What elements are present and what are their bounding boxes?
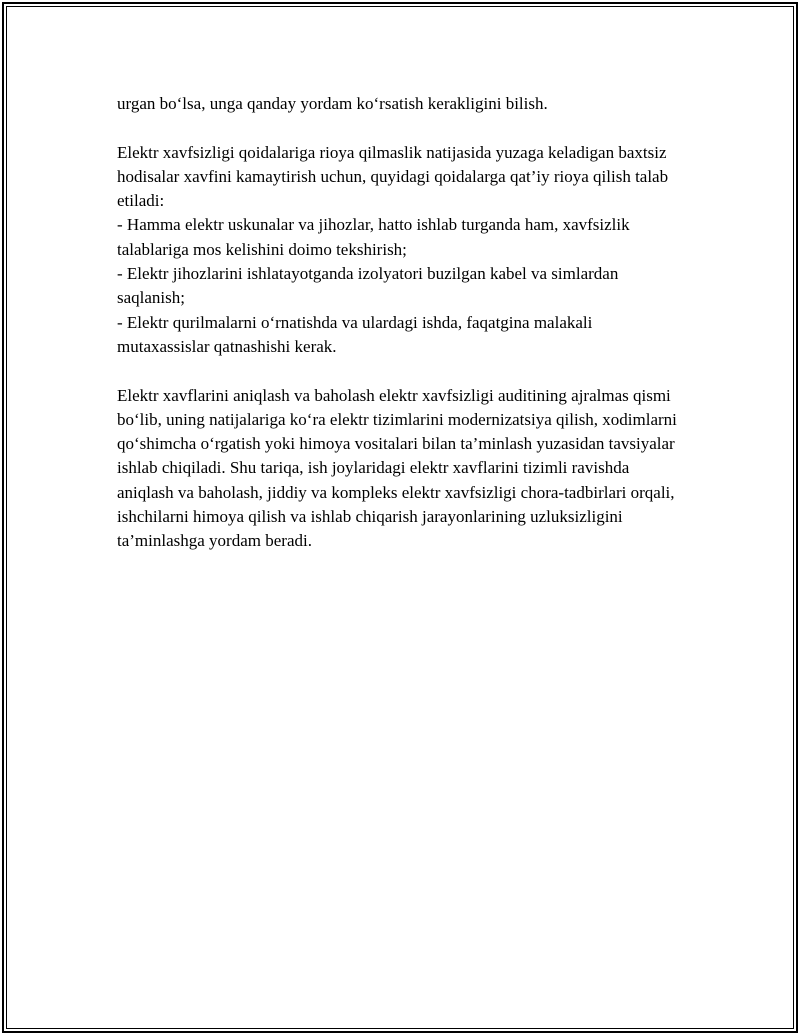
continuation-paragraph: urgan bo‘lsa, unga qanday yordam ko‘rsatish kerakligini bilish. xyxy=(117,94,548,113)
rules-intro-paragraph: Elektr xavfsizligi qoidalariga rioya qilmaslik natijasida yuzaga keladigan baxtsiz hodisalar xavfini kamaytirish uchun, quyidagi qoidalarga qat’iy rioya qilish talab etiladi: xyxy=(117,142,669,211)
rule-item-1: - Hamma elektr uskunalar va jihozlar, hatto ishlab turganda ham, xavfsizlik talablariga mos kelishini doimo tekshirish; xyxy=(117,215,630,259)
document-body xyxy=(117,92,687,554)
rule-item-2: - Elektr jihozlarini ishlatayotganda izolyatori buzilgan kabel va simlardan saqlanish; xyxy=(117,264,619,308)
audit-paragraph: Elektr xavflarini aniqlash va baholash elektr xavfsizligi auditining ajralmas qismi bo‘lib, uning natijalariga ko‘ra elektr tizimlarini modernizatsiya qilish, xodimlarni qo‘shimcha o‘rgatish yoki himoya vositalari bilan ta’minlash yuzasidan tavsiyalar ishlab chiqiladi. Shu tariqa, ish joylaridagi elektr xavflarini tizimli ravishda aniqlash va baholash, jiddiy va kompleks elektr xavfsizligi chora-tadbirlari orqali, ishchilarni himoya qilish va ishlab chiqarish jarayonlarining uzluksizligini ta’minlashga yordam beradi. xyxy=(117,385,677,551)
paragraph-spacer xyxy=(117,116,687,140)
rule-item-3: - Elektr qurilmalarni o‘rnatishda va ulardagi ishda, faqatgina malakali mutaxassislar qatnashishi kerak. xyxy=(117,312,593,356)
paragraph-spacer xyxy=(117,359,687,383)
